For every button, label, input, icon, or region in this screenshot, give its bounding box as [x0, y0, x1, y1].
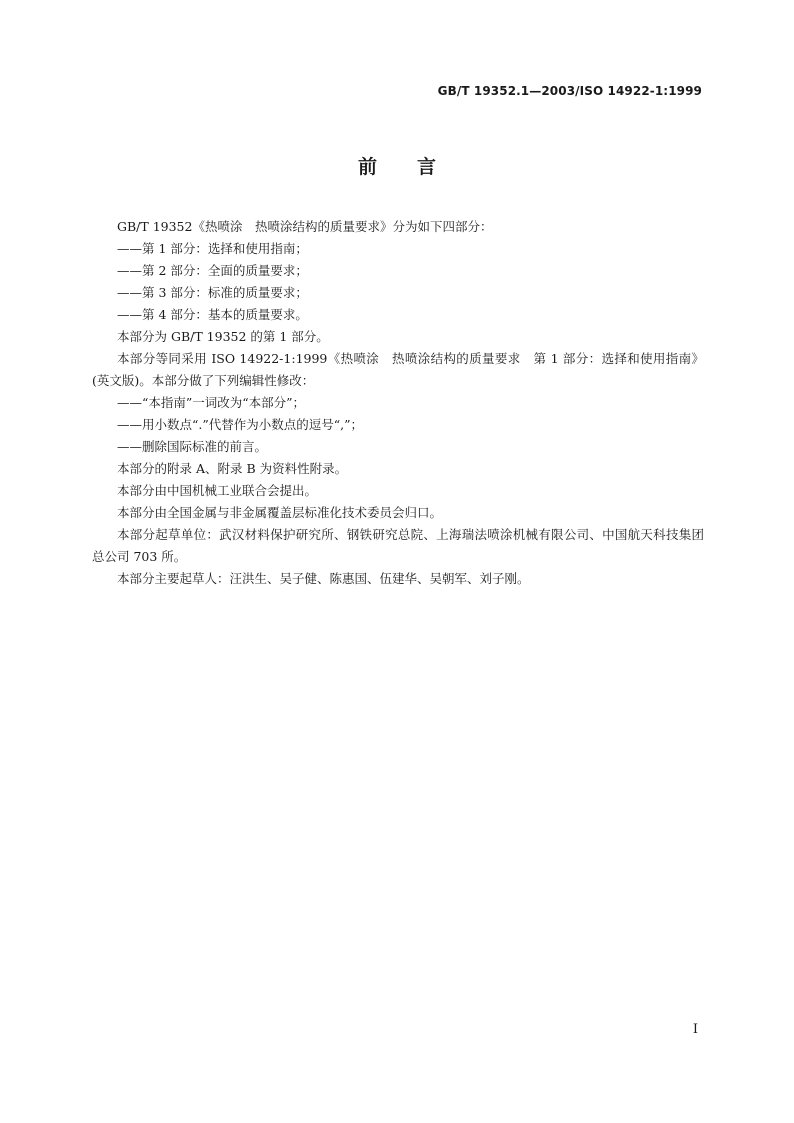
this-part-paragraph: 本部分为 GB/T 19352 的第 1 部分。 — [117, 329, 329, 344]
list-item-edit-2: ——用小数点“.”代替作为小数点的逗号“,”； — [117, 417, 364, 432]
drafting-units-paragraph: 本部分起草单位：武汉材料保护研究所、钢铁研究总院、上海瑞法喷涂机械有限公司、中国航天科技集团总公司 703 所。 — [92, 527, 704, 564]
drafters-paragraph: 本部分主要起草人：汪洪生、吴子健、陈惠国、伍建华、吴朝军、刘子刚。 — [117, 571, 530, 586]
list-item-part-2: ——第 2 部分：全面的质量要求； — [117, 263, 308, 278]
list-item-edit-3: ——删除国际标准的前言。 — [117, 439, 268, 454]
page-title: 前言 — [357, 156, 476, 178]
list-item-edit-1: ——“本指南”一词改为“本部分”； — [117, 395, 306, 410]
annex-paragraph: 本部分的附录 A、附录 B 为资料性附录。 — [117, 461, 348, 476]
foreword-body — [92, 216, 704, 590]
proposed-paragraph: 本部分由中国机械工业联合会提出。 — [117, 483, 318, 498]
list-item-part-4: ——第 4 部分：基本的质量要求。 — [117, 307, 308, 322]
list-item-part-1: ——第 1 部分：选择和使用指南； — [117, 241, 308, 256]
list-item-part-3: ——第 3 部分：标准的质量要求； — [117, 285, 308, 300]
adoption-paragraph: 本部分等同采用 ISO 14922-1:1999《热喷涂 热喷涂结构的质量要求 第 1 部分：选择和使用指南》(英文版)。本部分做了下列编辑性修改： — [92, 351, 704, 388]
page-number: I — [692, 1022, 698, 1037]
centralized-paragraph: 本部分由全国金属与非金属覆盖层标准化技术委员会归口。 — [117, 505, 443, 520]
standard-code-header: GB/T 19352.1—2003/ISO 14922-1:1999 — [437, 84, 702, 98]
intro-paragraph: GB/T 19352《热喷涂 热喷涂结构的质量要求》分为如下四部分： — [117, 219, 493, 234]
